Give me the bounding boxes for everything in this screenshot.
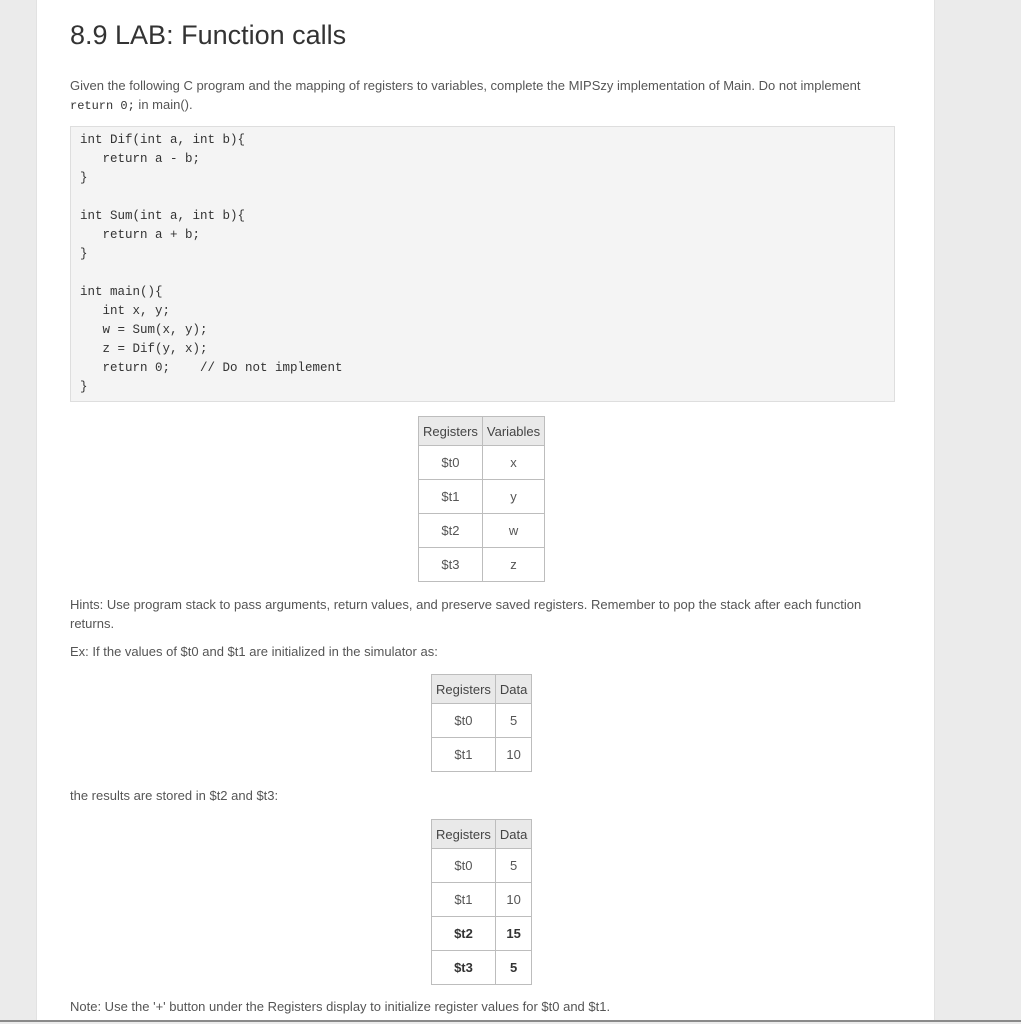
code-line: int Sum(int a, int b){ xyxy=(80,209,246,223)
register-cell: $t3 xyxy=(432,951,496,985)
intro-code: return 0; xyxy=(70,99,135,113)
table-header: Data xyxy=(495,820,531,849)
note-text: Note: Use the '+' button under the Registers display to initialize register values for $t0 and $t1. xyxy=(70,999,611,1014)
data-cell: 10 xyxy=(495,883,531,917)
data-cell: 5 xyxy=(495,951,531,985)
code-line: return a - b; xyxy=(80,152,201,166)
code-line: int main(){ xyxy=(80,285,163,299)
data-cell: 10 xyxy=(495,738,531,772)
code-line: int Dif(int a, int b){ xyxy=(80,133,246,147)
results-text: the results are stored in $t2 and $t3: xyxy=(70,788,279,803)
results-table xyxy=(431,819,532,985)
register-mapping-table xyxy=(418,416,545,582)
table-row xyxy=(419,446,545,480)
table-row xyxy=(432,883,532,917)
page-title: 8.9 LAB: Function calls xyxy=(70,20,347,50)
code-line: int x, y; xyxy=(80,304,171,318)
code-line: z = Dif(y, x); xyxy=(80,342,208,356)
register-cell: $t3 xyxy=(419,548,483,582)
code-line: w = Sum(x, y); xyxy=(80,323,208,337)
initial-values-table xyxy=(431,674,532,772)
register-cell: $t0 xyxy=(432,704,496,738)
table-header: Data xyxy=(495,675,531,704)
variable-cell: y xyxy=(482,480,544,514)
table-row xyxy=(432,738,532,772)
variable-cell: x xyxy=(482,446,544,480)
table-row xyxy=(419,548,545,582)
code-block xyxy=(70,126,895,402)
code-line: } xyxy=(80,171,88,185)
intro-text-end: in main(). xyxy=(134,97,193,112)
table-row xyxy=(419,514,545,548)
code-line: } xyxy=(80,380,88,394)
variable-cell: w xyxy=(482,514,544,548)
table-row xyxy=(419,480,545,514)
lab-content xyxy=(36,0,935,1020)
register-cell: $t0 xyxy=(432,849,496,883)
code-line: return 0; // Do not implement xyxy=(80,361,343,375)
table-header: Registers xyxy=(432,820,496,849)
table-header: Registers xyxy=(419,417,483,446)
code-line: return a + b; xyxy=(80,228,201,242)
table-header: Registers xyxy=(432,675,496,704)
data-cell: 15 xyxy=(495,917,531,951)
register-cell: $t2 xyxy=(432,917,496,951)
register-cell: $t1 xyxy=(419,480,483,514)
hints-text: Hints: Use program stack to pass arguments, return values, and preserve saved registers. Remember to pop the stack after each function returns. xyxy=(70,597,862,631)
register-cell: $t2 xyxy=(419,514,483,548)
register-cell: $t1 xyxy=(432,883,496,917)
table-header: Variables xyxy=(482,417,544,446)
intro-paragraph xyxy=(70,76,900,116)
intro-text: Given the following C program and the mapping of registers to variables, complete the MIPSzy implementation of Main. Do not implement xyxy=(70,78,861,93)
table-row xyxy=(432,951,532,985)
example-text: Ex: If the values of $t0 and $t1 are initialized in the simulator as: xyxy=(70,644,438,659)
table-row xyxy=(432,849,532,883)
variable-cell: z xyxy=(482,548,544,582)
page-bottom-border xyxy=(0,1020,1021,1022)
data-cell: 5 xyxy=(495,704,531,738)
data-cell: 5 xyxy=(495,849,531,883)
code-line: } xyxy=(80,247,88,261)
table-row xyxy=(432,917,532,951)
register-cell: $t0 xyxy=(419,446,483,480)
register-cell: $t1 xyxy=(432,738,496,772)
table-row xyxy=(432,704,532,738)
